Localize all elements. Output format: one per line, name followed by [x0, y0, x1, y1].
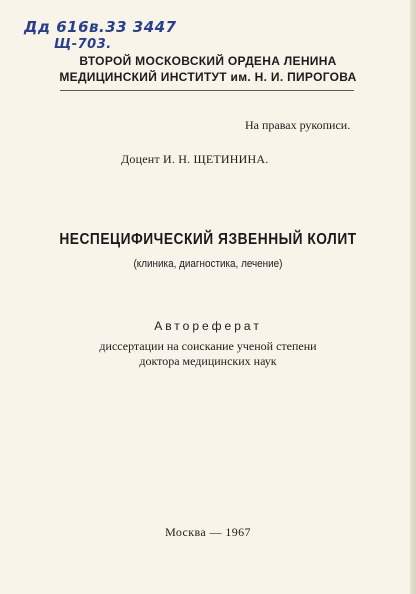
- page-edge: [410, 0, 416, 594]
- document-title: НЕСПЕЦИФИЧЕСКИЙ ЯЗВЕННЫЙ КОЛИТ: [59, 231, 357, 248]
- institution-line-2: МЕДИЦИНСКИЙ ИНСТИТУТ им. Н. И. ПИРОГОВА: [59, 70, 357, 84]
- document-subtitle: (клиника, диагностика, лечение): [133, 258, 283, 270]
- institution-line-1: ВТОРОЙ МОСКОВСКИЙ ОРДЕНА ЛЕНИНА: [79, 54, 337, 68]
- place-and-year: Москва — 1967: [165, 525, 251, 539]
- author-name: Доцент И. Н. ЩЕТИНИНА.: [121, 152, 269, 166]
- description-line-2: доктора медицинских наук: [139, 354, 277, 368]
- description-line-1: диссертации на соискание ученой степени: [99, 339, 317, 353]
- handwritten-shelf-mark: Щ-703.: [54, 37, 112, 52]
- handwritten-catalog-number: Дд 616в.33 3447: [24, 18, 177, 36]
- header-divider: [60, 90, 354, 91]
- rights-note: На правах рукописи.: [245, 118, 351, 132]
- document-type: Автореферат: [154, 319, 262, 333]
